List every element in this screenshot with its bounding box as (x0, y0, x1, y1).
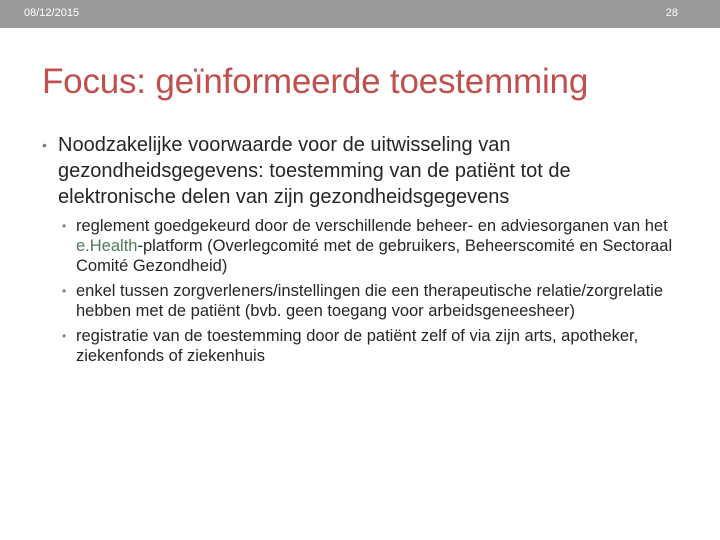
sub-bullet-text: registratie van de toestemming door de patiënt zelf of via zijn arts, apotheker, ziekenfonds of ziekenhuis (76, 327, 639, 365)
bullet-dot-icon: • (62, 284, 67, 298)
bullet-dot-icon: • (62, 219, 67, 233)
sub-bullet-text-before: reglement goedgekeurd door de verschillende beheer- en adviesorganen van het (76, 217, 668, 235)
bullet-main (42, 132, 682, 210)
slide-title: Focus: geïnformeerde toestemming (42, 62, 589, 101)
sub-bullet-text: enkel tussen zorgverleners/instellingen die een therapeutische relatie/zorgrelatie hebben met de patiënt (bvb. geen toegang voor arbeidsgeneesheer) (76, 282, 664, 320)
slide-content (42, 132, 682, 371)
header-bar (0, 0, 720, 28)
slide-number: 28 (665, 7, 678, 19)
sub-bullet-registration (62, 326, 682, 366)
sub-bullet-regulation (62, 216, 682, 276)
bullet-main-text: Noodzakelijke voorwaarde voor de uitwisseling van gezondheidsgegevens: toestemming van de patiënt tot de elektronische delen van zijn gezondheidsgegevens (58, 134, 571, 208)
sub-bullet-list (62, 216, 682, 366)
ehealth-link[interactable]: e.Health (76, 237, 138, 255)
sub-bullet-therapeutic (62, 281, 682, 321)
bullet-dot-icon: • (62, 329, 67, 343)
slide-date: 08/12/2015 (24, 7, 80, 19)
sub-bullet-text-after: -platform (Overlegcomité met de gebruikers, Beheerscomité en Sectoraal Comité Gezondheid) (76, 237, 673, 275)
bullet-dot-icon: • (42, 137, 47, 153)
